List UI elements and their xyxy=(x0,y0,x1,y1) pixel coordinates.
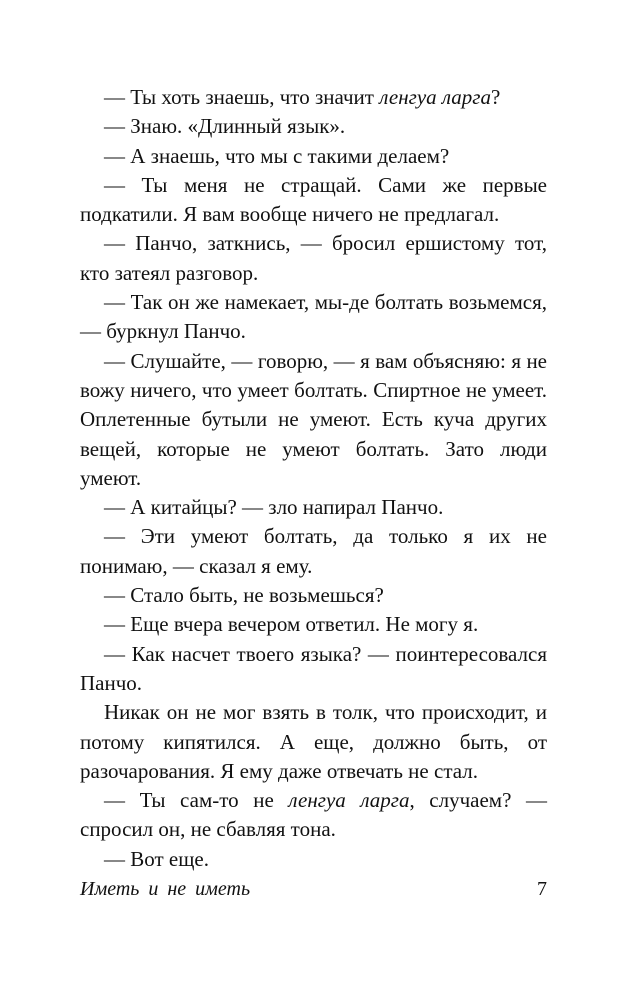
paragraph xyxy=(80,288,547,347)
text-run: — Ты меня не стращай. Сами же первые подкатили. Я вам вообще ничего не предлагал. xyxy=(80,172,547,227)
text-run: Никак он не мог взять в толк, что происходит, и потому кипятился. А еще, должно быть, от разочарования. Я ему даже отвечать не стал. xyxy=(80,700,547,783)
text-run: — Знаю. «Длинный язык». xyxy=(104,114,346,139)
paragraph xyxy=(80,142,547,171)
text-run: — А китайцы? — зло напирал Панчо. xyxy=(104,495,444,520)
text-run: — Слушайте, — говорю, — я вам объясняю: я не вожу ничего, что умеет болтать. Спиртное не умеет. Оплетенные бутыли не умеют. Есть куча других вещей, которые не умеют болтать. Зато люди умеют. xyxy=(80,348,547,490)
paragraph xyxy=(80,581,547,610)
italic-phrase: ленгуа ларга xyxy=(379,85,491,109)
paragraph xyxy=(80,845,547,874)
paragraph xyxy=(80,786,547,845)
paragraph xyxy=(80,112,547,141)
page-number: 7 xyxy=(537,878,547,900)
paragraph xyxy=(80,347,547,493)
text-run: — Ты хоть знаешь, что значит xyxy=(104,85,380,109)
paragraph xyxy=(80,83,547,112)
text-run: — Так он же намекает, мы-де болтать возьмемся, — буркнул Панчо. xyxy=(80,290,547,344)
text-run: — Ты сам-то не xyxy=(104,788,289,813)
italic-phrase: ленгуа ларга xyxy=(288,788,410,813)
paragraph xyxy=(80,171,547,230)
paragraph xyxy=(80,640,547,699)
page-footer xyxy=(80,878,547,906)
page-body xyxy=(80,83,547,874)
paragraph xyxy=(80,610,547,639)
paragraph xyxy=(80,229,547,288)
text-run: — Эти умеют болтать, да только я их не понимаю, — сказал я ему. xyxy=(80,524,547,578)
paragraph xyxy=(80,698,547,786)
text-run: — Панчо, заткнись, — бросил ершистому тот, кто затеял разговор. xyxy=(80,231,547,285)
running-title: Иметь и не иметь xyxy=(80,878,251,900)
text-run: ? xyxy=(491,85,501,109)
paragraph xyxy=(80,522,547,581)
text-run: , случаем? — спросил он, не сбавляя тона. xyxy=(80,788,547,842)
text-run: — Как насчет твоего языка? — поинтересовался Панчо. xyxy=(80,641,547,695)
text-run: — Еще вчера вечером ответил. Не могу я. xyxy=(104,612,479,637)
paragraph xyxy=(80,493,547,522)
text-run: — Вот еще. xyxy=(104,846,209,871)
text-run: — А знаешь, что мы с такими делаем? xyxy=(104,143,450,168)
text-run: — Стало быть, не возьмешься? xyxy=(104,583,384,608)
